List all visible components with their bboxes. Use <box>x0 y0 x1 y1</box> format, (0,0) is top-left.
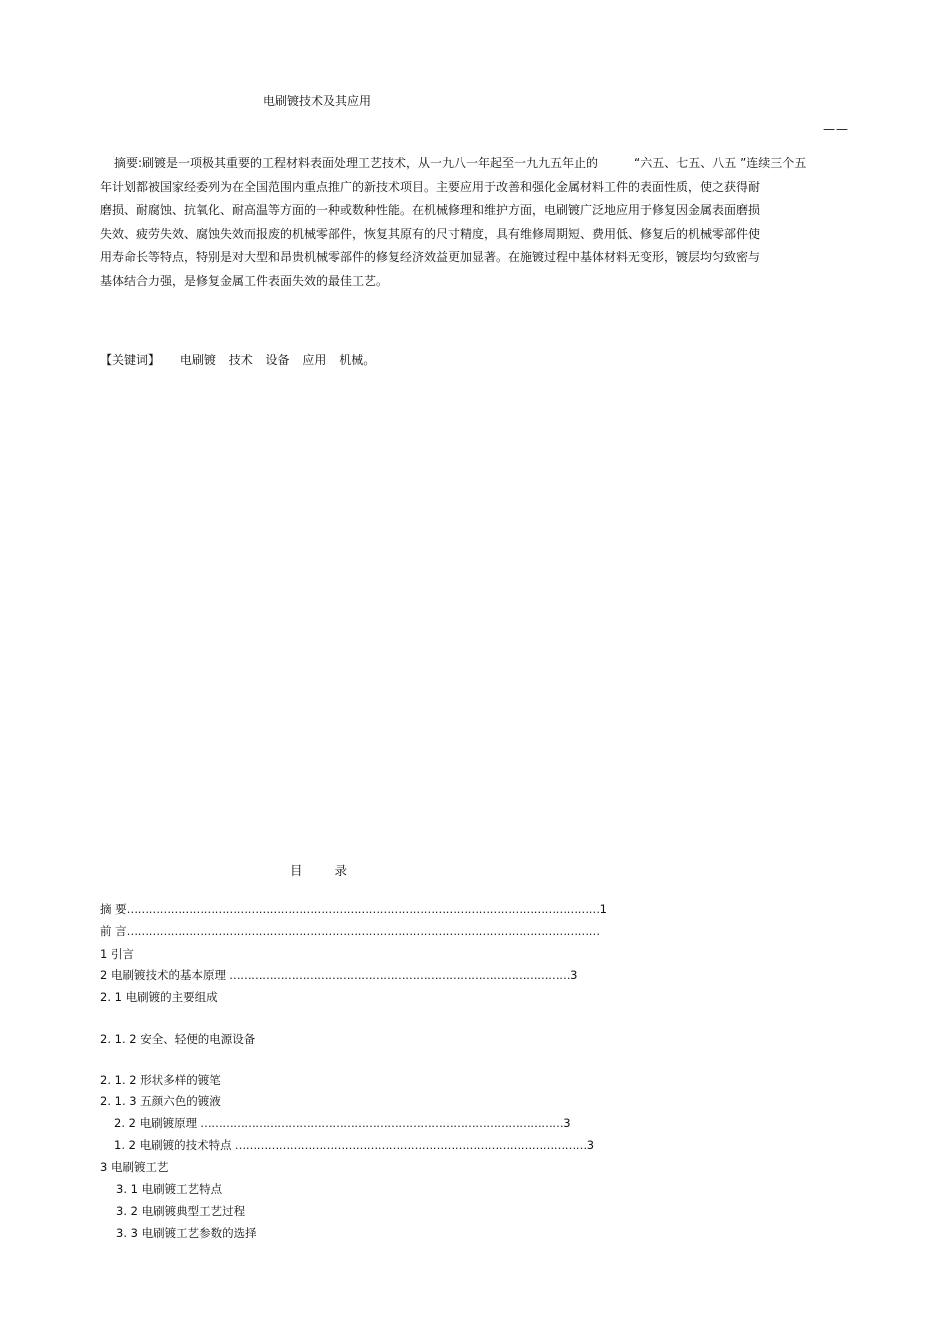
toc-entry-label: 3 电刷镀工艺 <box>100 1160 169 1174</box>
toc-entry-dots: ………………………………………………………………………………………………………………… <box>126 902 600 916</box>
keywords-line <box>100 351 384 368</box>
toc-entry-label: 2. 1. 2 安全、轻便的电源设备 <box>100 1032 256 1046</box>
toc-entry-label: 2 电刷镀技术的基本原理 <box>100 968 226 982</box>
toc-entry[interactable] <box>100 1159 168 1175</box>
toc-entry-label: 1 引言 <box>100 947 134 961</box>
keyword: 应用 <box>302 353 327 367</box>
toc-entry-dots: ………………………………………………………………………………… <box>225 968 571 982</box>
toc-entry-dots: ……………………………………………………………………………………… <box>197 1116 564 1130</box>
toc-entry[interactable] <box>100 967 577 983</box>
toc-entry-label: 1. 2 电刷镀的技术特点 <box>114 1138 232 1152</box>
keyword: 机械。 <box>339 353 376 367</box>
keywords-label: 【关键词】 <box>100 353 161 367</box>
toc-entry[interactable] <box>114 1115 571 1131</box>
toc-entry-label: 前 言 <box>100 924 127 938</box>
document-title: 电刷镀技术及其应用 <box>263 94 372 108</box>
abstract-line: 失效、疲劳失效、腐蚀失效而报废的机械零部件，恢复其原有的尺寸精度，具有维修周期短、费用低、修复后的机械零部件使 <box>100 226 761 241</box>
toc-entry-dots: ………………………………………………………………………………………………………………… <box>126 924 600 938</box>
abstract-line: 用寿命长等特点，特别是对大型和昂贵机械零部件的修复经济效益更加显著。在施镀过程中基体材料无变形，镀层均匀致密与 <box>100 250 761 264</box>
toc-entry[interactable] <box>116 1225 257 1241</box>
toc-entry[interactable] <box>100 923 600 939</box>
author-dash: —— <box>823 122 849 136</box>
toc-entry[interactable] <box>100 1072 221 1088</box>
keyword: 电刷镀 <box>179 353 216 367</box>
abstract-line: 年计划都被国家经委列为在全国范围内重点推广的新技术项目。主要应用于改善和强化金属材料工件的表面性质，使之获得耐 <box>100 179 761 194</box>
toc-entry[interactable] <box>100 901 607 917</box>
toc-entry-page: 3 <box>563 1116 571 1130</box>
toc-entry[interactable] <box>114 1137 594 1153</box>
toc-entry-label: 2. 2 电刷镀原理 <box>114 1116 198 1130</box>
toc-entry[interactable] <box>100 1093 221 1109</box>
toc-entry-label: 2. 1. 2 形状多样的镀笔 <box>100 1073 221 1087</box>
toc-title: 目 录 <box>290 863 361 878</box>
toc-entry-label: 2. 1 电刷镀的主要组成 <box>100 990 218 1004</box>
toc-entry-dots: …………………………………………………………………………………… <box>231 1138 587 1152</box>
toc-entry[interactable] <box>100 989 218 1005</box>
toc-entry-label: 2. 1. 3 五颜六色的镀液 <box>100 1094 221 1108</box>
toc-entry-label: 3. 1 电刷镀工艺特点 <box>116 1182 223 1196</box>
toc-entry-label: 摘 要 <box>100 902 127 916</box>
abstract-line: 基体结合力强，是修复金属工件表面失效的最佳工艺。 <box>100 273 389 288</box>
abstract-line: 摘要:刷镀是一项极其重要的工程材料表面处理工艺技术，从一九八一年起至一九九五年止的 “六五、七五、八五 ”连续三个五 <box>114 156 807 170</box>
toc-entry[interactable] <box>100 946 134 962</box>
toc-entry-page: 1 <box>599 902 607 916</box>
keyword: 技术 <box>228 353 253 367</box>
toc-entry-label: 3. 2 电刷镀典型工艺过程 <box>116 1204 246 1218</box>
toc-entry-page: 3 <box>570 968 578 982</box>
toc-entry-page: 3 <box>586 1138 595 1152</box>
toc-entry[interactable] <box>116 1181 222 1197</box>
toc-entry[interactable] <box>116 1203 245 1219</box>
toc-entry-label: 3. 3 电刷镀工艺参数的选择 <box>116 1226 257 1240</box>
toc-entry[interactable] <box>100 1031 255 1047</box>
abstract-paragraph <box>100 152 860 293</box>
keyword: 设备 <box>265 353 290 367</box>
abstract-line: 磨损、耐腐蚀、抗氧化、耐高温等方面的一种或数种性能。在机械修理和维护方面，电刷镀广泛地应用于修复因金属表面磨损 <box>100 203 761 217</box>
